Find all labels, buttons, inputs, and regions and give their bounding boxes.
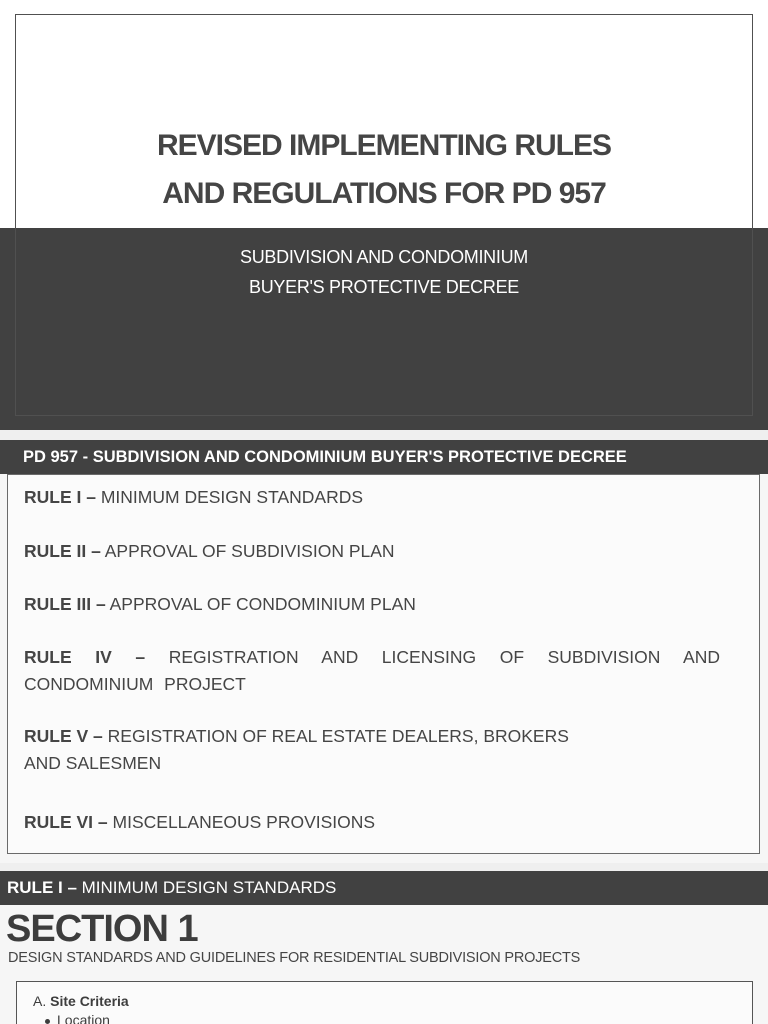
rule-title: MISCELLANEOUS PROVISIONS (112, 812, 376, 832)
rule-number: RULE III – (24, 594, 106, 614)
rule-title-continued: AND SALESMEN (24, 753, 162, 773)
criteria-list-item (45, 1011, 110, 1024)
toc-page (0, 440, 768, 863)
toc-rule-3 (24, 591, 720, 618)
section-rule-number: RULE I – (7, 878, 77, 897)
criteria-item-text: Location (57, 1012, 110, 1024)
toc-rule-2 (24, 538, 720, 565)
criteria-label: Site Criteria (50, 993, 129, 1009)
rule-number: RULE VI – (24, 812, 108, 832)
toc-rule-4 (24, 644, 720, 698)
cover-subtitle-line2: BUYER'S PROTECTIVE DECREE (249, 277, 519, 297)
rule-title: REGISTRATION AND LICENSING OF SUBDIVISION AND CONDOMINIUM PROJECT (24, 647, 720, 694)
toc-rule-list (7, 474, 760, 854)
cover-subtitle-line1: SUBDIVISION AND CONDOMINIUM (240, 247, 528, 267)
cover-page (0, 0, 768, 430)
toc-rule-5 (24, 723, 720, 777)
criteria-box (16, 981, 753, 1024)
rule-number: RULE II – (24, 541, 101, 561)
page-gap (0, 863, 768, 871)
rule-title: REGISTRATION OF REAL ESTATE DEALERS, BROKERS (107, 726, 569, 746)
toc-rule-6 (24, 809, 720, 836)
toc-header: PD 957 - SUBDIVISION AND CONDOMINIUM BUYER'S PROTECTIVE DECREE (0, 440, 768, 474)
cover-title (0, 122, 768, 218)
toc-rule-1 (24, 484, 720, 511)
rule-number: RULE IV – (24, 647, 146, 667)
rule-title: APPROVAL OF SUBDIVISION PLAN (104, 541, 395, 561)
section-subtitle: DESIGN STANDARDS AND GUIDELINES FOR RESIDENTIAL SUBDIVISION PROJECTS (8, 950, 581, 966)
criteria-prefix: A. (33, 993, 47, 1009)
section-rule-title: MINIMUM DESIGN STANDARDS (81, 878, 337, 897)
rule-title: APPROVAL OF CONDOMINIUM PLAN (109, 594, 416, 614)
criteria-heading (33, 992, 129, 1010)
cover-title-line1: REVISED IMPLEMENTING RULES (156, 129, 612, 162)
rule-title: MINIMUM DESIGN STANDARDS (100, 487, 364, 507)
rule-number: RULE V – (24, 726, 103, 746)
section-page (0, 871, 768, 1024)
page-gap (0, 430, 768, 440)
cover-subtitle (0, 242, 768, 302)
section-title: SECTION 1 (6, 908, 198, 950)
rule-number: RULE I – (24, 487, 96, 507)
bullet-icon (45, 1019, 50, 1024)
section-header (0, 871, 768, 905)
cover-title-line2: AND REGULATIONS FOR PD 957 (162, 177, 606, 210)
